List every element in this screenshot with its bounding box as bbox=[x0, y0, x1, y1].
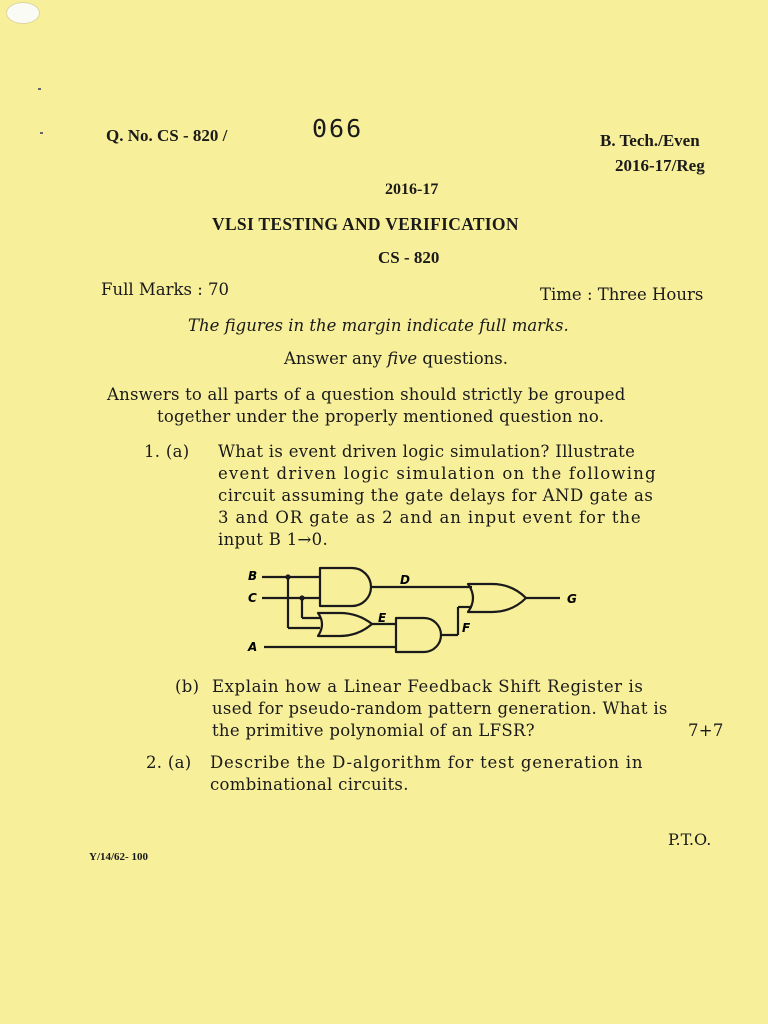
punch-hole bbox=[6, 2, 40, 24]
q1b-line: the primitive polynomial of an LFSR? bbox=[212, 721, 535, 740]
junction-dot bbox=[299, 595, 304, 600]
q1b-line: used for pseudo-random pattern generation. What is bbox=[212, 699, 668, 718]
q1a-line: circuit assuming the gate delays for AND gate as bbox=[218, 486, 654, 505]
paper-speck bbox=[40, 132, 43, 134]
course-title: VLSI TESTING AND VERIFICATION bbox=[212, 214, 519, 234]
paper-speck bbox=[38, 88, 41, 90]
input-a-label: A bbox=[248, 640, 258, 654]
exam-year: 2016-17 bbox=[385, 181, 439, 198]
q1a-label: 1. (a) bbox=[144, 442, 190, 461]
q2a-line: combinational circuits. bbox=[210, 775, 409, 794]
full-marks: Full Marks : 70 bbox=[101, 280, 230, 299]
wire-e-label: E bbox=[378, 611, 387, 625]
input-c-label: C bbox=[248, 591, 257, 605]
input-b-label: B bbox=[248, 569, 258, 583]
logic-circuit-diagram bbox=[240, 560, 600, 660]
question-number-handwritten: 066 bbox=[312, 114, 364, 143]
q1-marks: 7+7 bbox=[688, 721, 724, 740]
grouping-instruction-line2: together under the properly mentioned question no. bbox=[157, 407, 605, 426]
output-g-label: G bbox=[567, 592, 577, 606]
grouping-instruction-line1: Answers to all parts of a question should strictly be grouped bbox=[107, 385, 626, 404]
session-label: 2016-17/Reg bbox=[615, 156, 705, 175]
paper-code: Y/14/62- 100 bbox=[89, 851, 148, 863]
answer-emphasis: five bbox=[387, 349, 418, 368]
answer-instruction bbox=[284, 349, 508, 368]
please-turn-over: P.T.O. bbox=[668, 830, 712, 849]
q1a-line: 3 and OR gate as 2 and an input event for the bbox=[218, 508, 642, 527]
q2a-line: Describe the D-algorithm for test generation in bbox=[210, 753, 644, 772]
answer-prefix: Answer any bbox=[284, 349, 382, 368]
margin-note: The figures in the margin indicate full marks. bbox=[188, 316, 569, 335]
wire-d-label: D bbox=[400, 573, 410, 587]
course-code: CS - 820 bbox=[378, 248, 440, 267]
answer-suffix: questions. bbox=[422, 349, 509, 368]
junction-dot bbox=[285, 574, 290, 579]
q1a-line: event driven logic simulation on the following bbox=[218, 464, 657, 483]
q1a-line: input B 1→0. bbox=[218, 530, 329, 549]
program-label: B. Tech./Even bbox=[600, 131, 700, 150]
q2a-label: 2. (a) bbox=[146, 753, 192, 772]
question-number-label: Q. No. CS - 820 / bbox=[106, 126, 228, 145]
time-allowed: Time : Three Hours bbox=[540, 285, 704, 304]
q1b-label: (b) bbox=[175, 677, 200, 696]
q1b-line: Explain how a Linear Feedback Shift Register is bbox=[212, 677, 644, 696]
q1a-line: What is event driven logic simulation? Illustrate bbox=[218, 442, 636, 461]
wire-f-label: F bbox=[462, 621, 471, 635]
